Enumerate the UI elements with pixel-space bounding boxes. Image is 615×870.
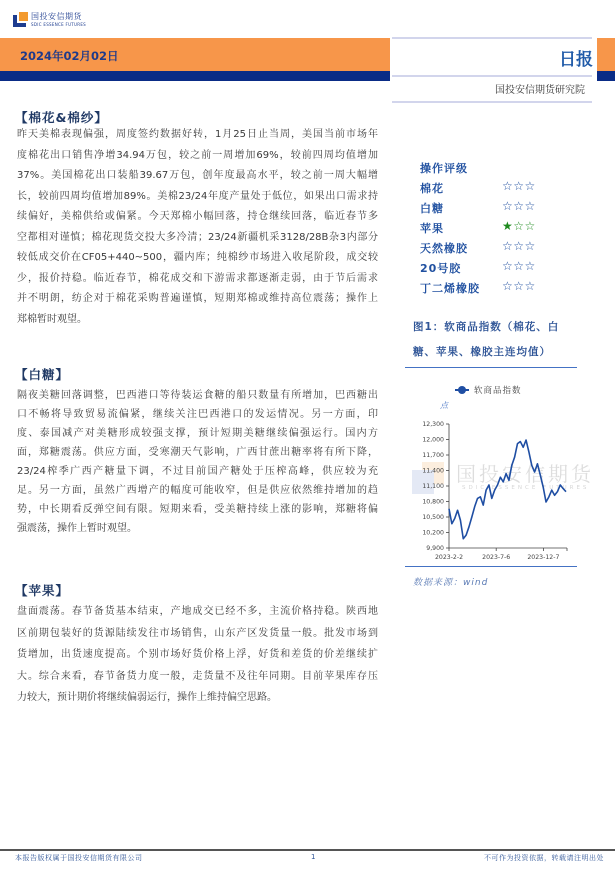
y-tick-label: 10,800 [422,498,444,506]
header-blue-band-right [597,71,615,81]
header-divider-bottom [392,101,592,103]
line-chart-plot [400,415,600,565]
watermark-text: 国投安信期货 [456,462,594,486]
section-body-cotton [17,125,378,330]
text-line: 区前期包装好的货源陆续发往市场销售，山东产区发货量一般。批发市场到 [17,627,378,639]
legend-marker-icon [458,386,466,394]
rating-stars-butadiene-rubber: ☆☆☆ [502,279,536,293]
rating-label-natural-rubber: 天然橡胶 [420,242,468,255]
rating-label-sugar: 白糖 [420,202,444,215]
text-line: 度、泰国减产对美糖形成较强支撑，预计短期美糖继续偏强运行。国内方 [17,428,378,439]
text-line: 并不明朗，纺企对于棉花采购普遍谨慎，短期郑棉或维持高位震荡；操作上 [17,293,378,304]
section-heading-apple: 【苹果】 [15,583,70,598]
company-logo-icon [13,12,28,27]
series-line [449,440,566,539]
section-body-sugar [17,386,378,538]
section-heading-cotton: 【棉花&棉纱】 [15,110,108,125]
text-line: 23/24榨季广西产糖量下调，不过目前国产糖处于压榨高峰，供应较为充 [17,466,378,477]
y-axis-unit: 点 [440,401,448,410]
header-divider-middle [392,75,592,77]
text-line: 货增加，出货速度提高。个别市场好货价格上浮，好货和差货的价差继续扩 [17,649,378,660]
figure-caption-line2: 糖、苹果、橡胶主连均值） [413,346,551,358]
rating-label-cotton: 棉花 [420,182,444,195]
text-line: 37%。美国棉花出口装船39.67万包，创年度最高水平，较之前一周大幅增 [17,170,378,181]
text-line: 度棉花出口销售净增34.94万包，较之前一周增加69%，较前四周均值增加 [17,149,378,161]
rating-stars-tsr20: ☆☆☆ [502,259,536,273]
header-blue-band [0,71,390,81]
rating-stars-apple: ★☆☆ [502,219,536,233]
legend-label: 软商品指数 [474,386,522,396]
text-line: 口不畅将导致贸易流偏紧，继续关注巴西港口的发运情况。另一方面，印 [17,409,378,420]
watermark-subtext: SDIC ESSENCE FUTURES [462,485,590,491]
y-tick-label: 10,500 [422,514,444,522]
y-tick-label: 11,400 [422,467,444,475]
header-divider-top [392,37,592,39]
rating-stars-natural-rubber: ☆☆☆ [502,239,536,253]
text-line: 强震荡，操作上暂时观望。 [17,523,137,534]
rating-label-apple: 苹果 [420,222,444,235]
figure-top-rule [405,367,577,368]
rating-label-tsr20: 20号胶 [420,262,462,275]
text-line: 足。另一方面，虽然广西增产的幅度可能收窄，但是供应依然维持增加的趋 [17,485,378,496]
text-line: 大。综合来看，春节备货力度一般，走货量不及往年同期。目前苹果库存压 [17,670,378,682]
section-heading-sugar: 【白糖】 [15,367,70,382]
y-tick-label: 11,700 [422,452,444,460]
company-logo-name: 国投安信期货 [31,12,82,21]
text-line: 盘面震荡。春节备货基本结束，产地成交已经不多，主流价格持稳。陕西地 [17,606,378,617]
report-type-title: 日报 [559,50,593,70]
text-line: 空都相对谨慎；棉花现货交投大多冷清；23/24新疆机采3128/28B杂3内部分 [17,231,378,243]
rating-stars-sugar: ☆☆☆ [502,199,536,213]
rating-stars-cotton: ☆☆☆ [502,179,536,193]
text-line: 隔夜美糖回落调整，巴西港口等待装运食糖的船只数量有所增加，巴西糖出 [17,390,378,401]
x-tick-label: 2023-7-6 [482,554,511,561]
text-line: 昨天美棉表现偏强，周度签约数据好转，1月25日止当周，美国当前市场年 [17,129,378,140]
text-line: 长，较前四周均值增加89%。美棉23/24年度产量处于低位，如果出口需求持 [17,190,378,202]
company-logo-subtitle: SDIC ESSENCE FUTURES [31,22,87,27]
text-line: 较低成交价在CF05+440~500，疆内库；纯棉纱市场进入收尾阶段，成交较 [17,252,378,263]
y-tick-label: 12,000 [422,436,444,444]
footer-rule [0,849,615,851]
rating-title: 操作评级 [420,162,468,175]
data-source-note: 数据来源：wind [413,578,489,588]
y-tick-label: 12,300 [422,421,444,429]
report-date: 2024年02月02日 [20,49,119,63]
section-body-apple [17,601,378,709]
y-tick-label: 11,100 [422,483,444,491]
header-orange-band-right [597,38,615,71]
footer-disclaimer: 不可作为投资依据，转载请注明出处 [484,854,604,862]
footer-page-number: 1 [311,853,316,861]
y-tick-label: 9,900 [426,545,444,553]
rating-label-butadiene-rubber: 丁二烯橡胶 [420,282,480,295]
text-line: 少，报价持稳。临近春节，棉花成交和下游需求都逐渐走弱，由于节后需求 [17,272,378,284]
x-tick-label: 2023-2-2 [434,554,464,561]
text-line: 面，郑糖震荡。供应方面，受寒潮天气影响，广西甘蔗出糖率将有所下降， [17,447,378,458]
institute-name: 国投安信期货研究院 [495,85,585,96]
figure-caption-line1: 图1：软商品指数（棉花、白 [413,321,560,333]
x-tick-label: 2023-12-7 [527,554,560,561]
text-line: 郑棉暂时观望。 [17,313,87,325]
y-tick-label: 10,200 [422,529,444,537]
text-line: 力较大，预计期价将继续偏弱运行，操作上维持偏空思路。 [17,692,277,703]
figure-bottom-rule [405,566,577,567]
text-line: 续偏好，美棉供给或偏紧。今天郑棉小幅回落，持仓继续回落，临近春节多 [17,211,378,222]
footer-copyright: 本报告版权属于国投安信期货有限公司 [15,854,143,862]
text-line: 势，中长期看反弹空间有限。短期来看，受美糖持续上涨的影响，郑糖将偏 [17,504,378,515]
